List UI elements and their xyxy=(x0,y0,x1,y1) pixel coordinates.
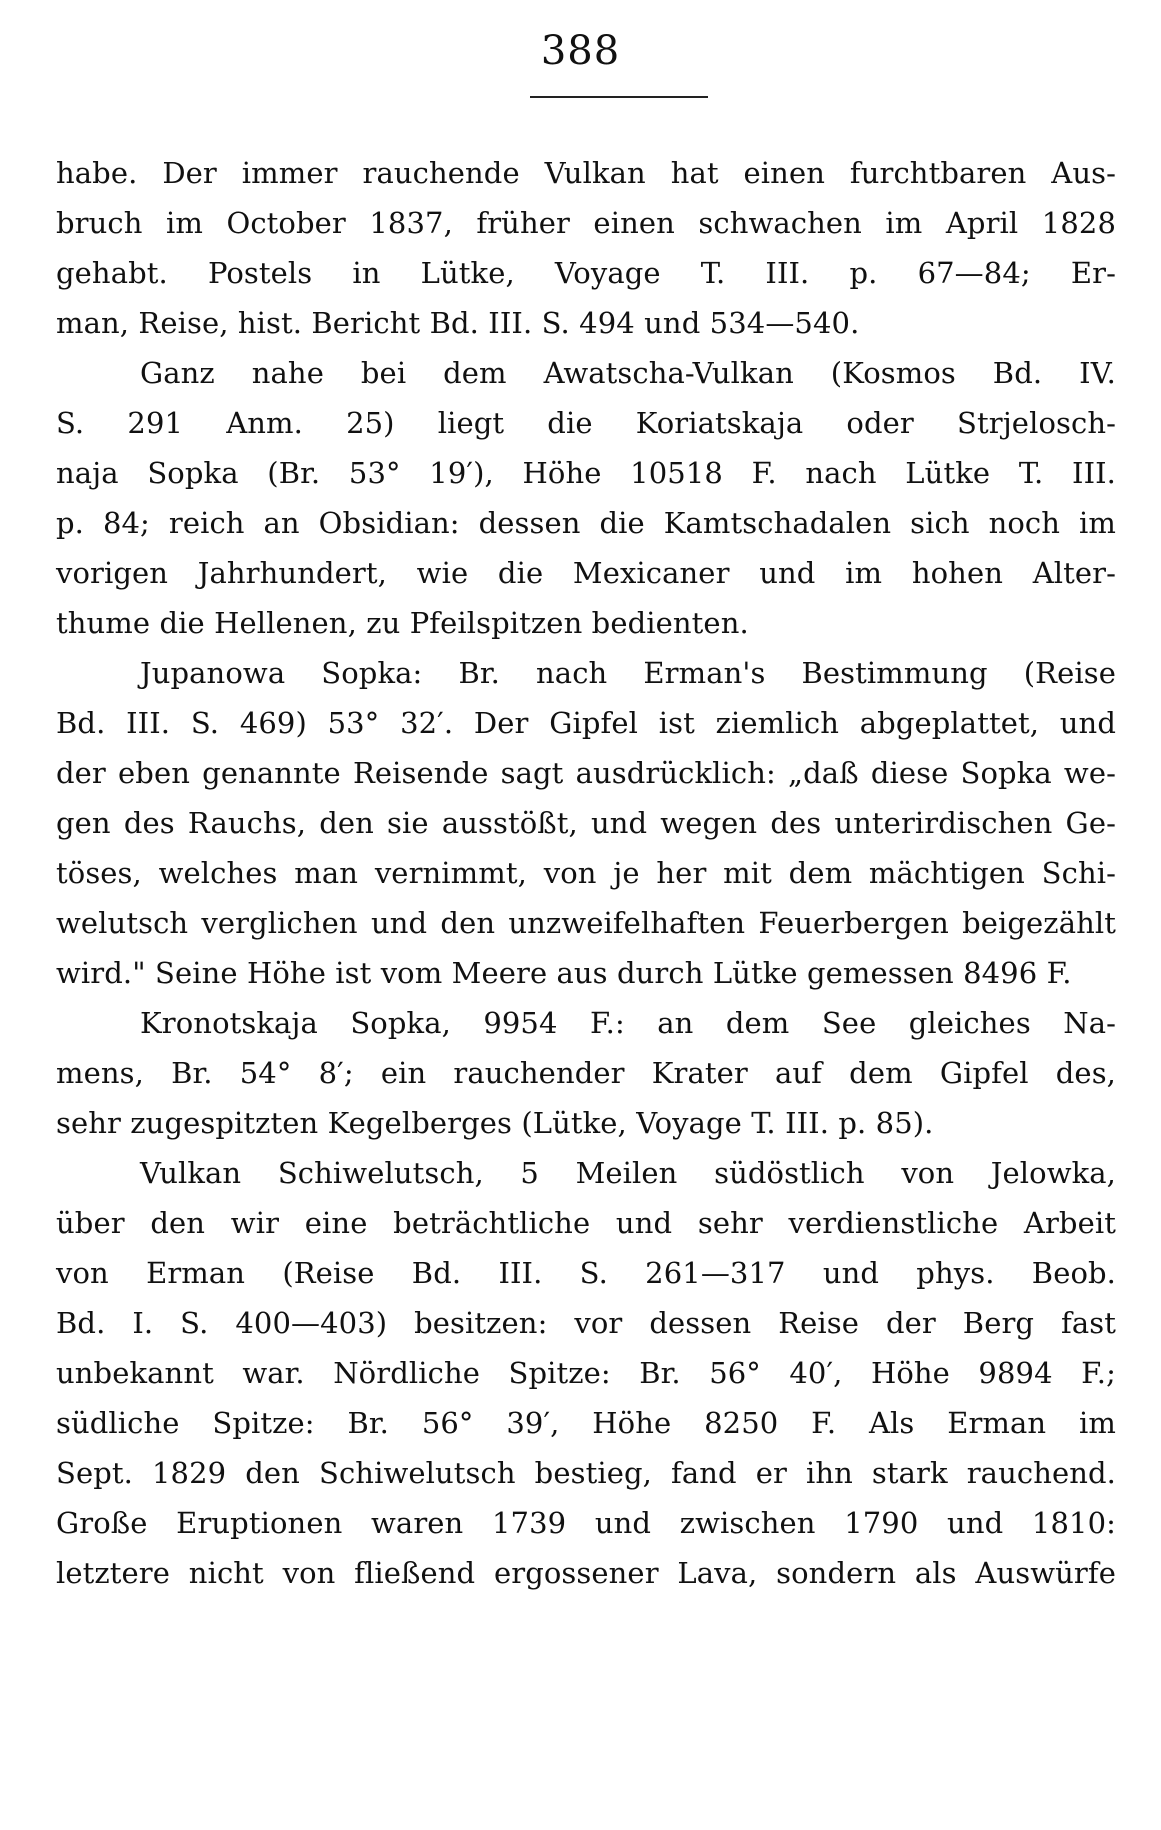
text-line: südliche Spitze: Br. 56° 39′, Höhe 8250 F. Als Erman im xyxy=(56,1406,1116,1440)
text-line: wird." Seine Höhe ist vom Meere aus durch Lütke gemessen 8496 F. xyxy=(56,956,1072,990)
text-line: Sept. 1829 den Schiwelutsch bestieg, fand er ihn stark rauchend. xyxy=(56,1456,1116,1490)
paragraph-kronotskaja xyxy=(56,998,1116,1148)
text-line: Große Eruptionen waren 1739 und zwischen 1790 und 1810: xyxy=(56,1506,1116,1540)
text-line: thume die Hellenen, zu Pfeilspitzen bedienten. xyxy=(56,606,749,640)
text-line: man, Reise, hist. Bericht Bd. III. S. 494 und 534—540. xyxy=(56,306,860,340)
text-line: p. 84; reich an Obsidian: dessen die Kamtschadalen sich noch im xyxy=(56,506,1116,540)
text-line: Kronotskaja Sopka, 9954 F.: an dem See gleiches Na- xyxy=(140,1006,1116,1040)
text-line: S. 291 Anm. 25) liegt die Koriatskaja oder Strjelosch- xyxy=(56,406,1116,440)
text-line: gehabt. Postels in Lütke, Voyage T. III. p. 67—84; Er- xyxy=(56,256,1116,290)
text-line: Ganz nahe bei dem Awatscha-Vulkan (Kosmos Bd. IV. xyxy=(140,356,1116,390)
text-line: Bd. I. S. 400—403) besitzen: vor dessen Reise der Berg fast xyxy=(56,1306,1116,1340)
text-line: Bd. III. S. 469) 53° 32′. Der Gipfel ist ziemlich abgeplattet, und xyxy=(56,706,1116,740)
text-line: habe. Der immer rauchende Vulkan hat einen furchtbaren Aus- xyxy=(56,156,1116,190)
text-line: naja Sopka (Br. 53° 19′), Höhe 10518 F. nach Lütke T. III. xyxy=(56,456,1116,490)
text-line: der eben genannte Reisende sagt ausdrücklich: „daß diese Sopka we- xyxy=(56,756,1116,790)
text-line: welutsch verglichen und den unzweifelhaften Feuerbergen beigezählt xyxy=(56,906,1116,940)
text-line: von Erman (Reise Bd. III. S. 261—317 und phys. Beob. xyxy=(56,1256,1116,1290)
text-line: bruch im October 1837, früher einen schwachen im April 1828 xyxy=(56,206,1116,240)
paragraph-jupanowa xyxy=(56,648,1116,998)
paragraph-koriatskaja xyxy=(56,348,1116,648)
text-line: mens, Br. 54° 8′; ein rauchender Krater auf dem Gipfel des, xyxy=(56,1056,1116,1090)
body-text xyxy=(56,148,1116,1598)
text-line: vorigen Jahrhundert, wie die Mexicaner und im hohen Alter- xyxy=(56,556,1116,590)
paragraph-continuation xyxy=(56,148,1116,348)
text-line: über den wir eine beträchtliche und sehr verdienstliche Arbeit xyxy=(56,1206,1116,1240)
paragraph-schiwelutsch xyxy=(56,1148,1116,1598)
text-line: unbekannt war. Nördliche Spitze: Br. 56° 40′, Höhe 9894 F.; xyxy=(56,1356,1116,1390)
page-number: 388 xyxy=(540,28,621,74)
text-line: sehr zugespitzten Kegelberges (Lütke, Voyage T. III. p. 85). xyxy=(56,1106,934,1140)
text-line: gen des Rauchs, den sie ausstößt, und wegen des unterirdischen Ge- xyxy=(56,806,1116,840)
text-line: töses, welches man vernimmt, von je her mit dem mächtigen Schi- xyxy=(56,856,1116,890)
text-line: letztere nicht von fließend ergossener Lava, sondern als Auswürfe xyxy=(56,1556,1116,1590)
header-rule xyxy=(530,96,708,98)
text-line: Vulkan Schiwelutsch, 5 Meilen südöstlich von Jelowka, xyxy=(140,1156,1116,1190)
text-line: Jupanowa Sopka: Br. nach Erman's Bestimmung (Reise xyxy=(140,656,1116,690)
